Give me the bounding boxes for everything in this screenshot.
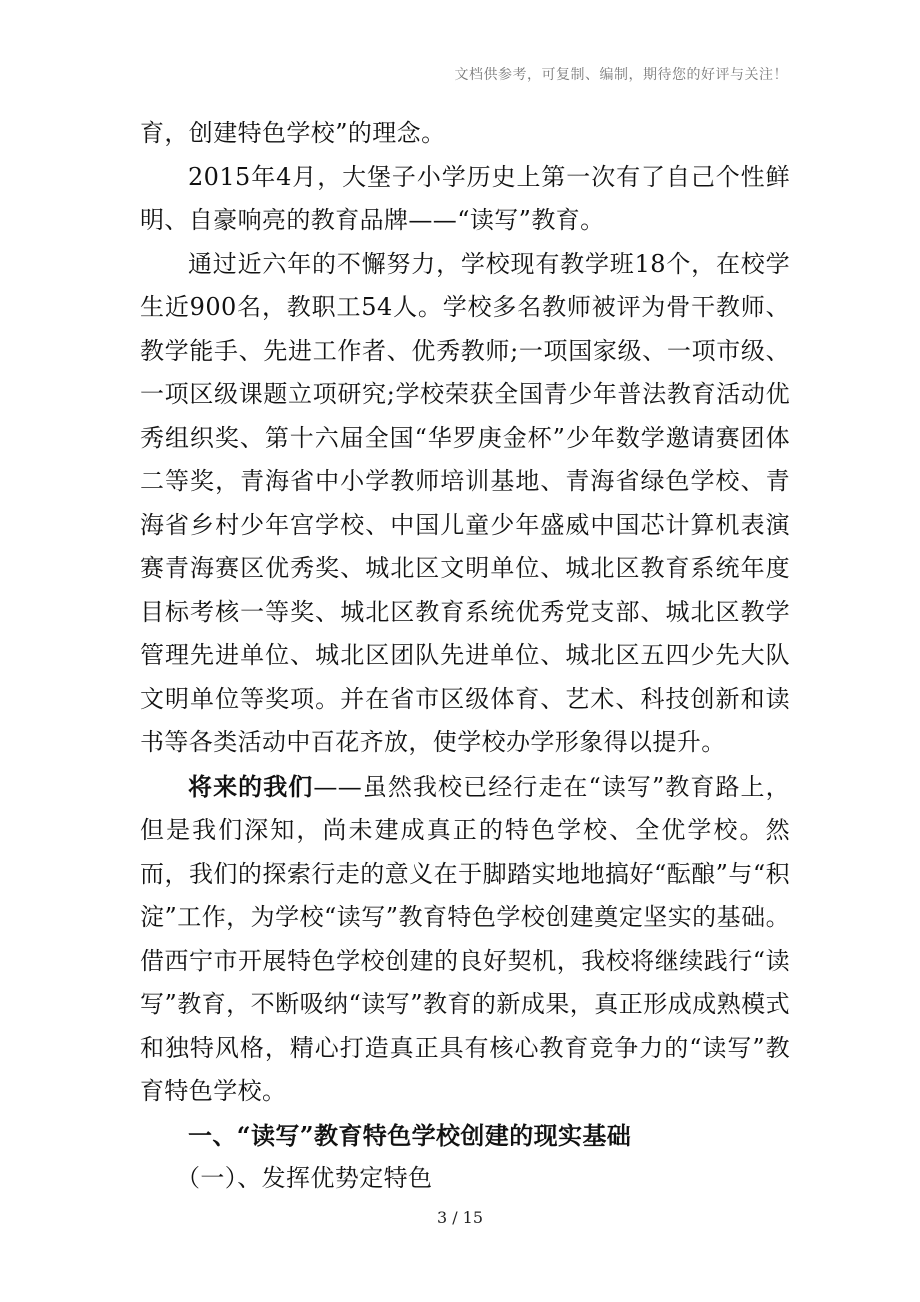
paragraph-future-lead: 将来的我们: [188, 771, 314, 801]
page-number: 3 / 15: [436, 1208, 484, 1227]
section-heading: 一、“读写”教育特色学校创建的现实基础: [188, 1120, 632, 1150]
paragraph-continuation: 育，创建特色学校”的理念。: [140, 119, 446, 147]
paragraph-achievements: 通过近六年的不懈努力，学校现有教学班18个，在校学生近900名，教职工54人。学校多名教师被评为骨干教师、教学能手、先进工作者、优秀教师;一项国家级、一项市级、一项区级课题立项研究;学校荣获全国青少年普法教育活动优秀组织奖、第十六届全国“华罗庚金杯”少年数学邀请赛团体二等奖，青海省中小学教师培训基地、青海省绿色学校、青海省乡村少年宫学校、中国儿童少年盛威中国芯计算机表演赛青海赛区优秀奖、城北区文明单位、城北区教育系统年度目标考核一等奖、城北区教育系统优秀党支部、城北区教学管理先进单位、城北区团队先进单位、城北区五四少先大队文明单位等奖项。并在省市区级体育、艺术、科技创新和读书等各类活动中百花齐放，使学校办学形象得以提升。: [140, 249, 790, 756]
paragraph-future: [140, 765, 790, 1114]
header-note: 文档供参考，可复制、编制，期待您的好评与关注！: [454, 67, 788, 83]
paragraph-brand: 2015年4月，大堡子小学历史上第一次有了自己个性鲜明、自豪响亮的教育品牌——“读写”教育。: [140, 162, 790, 234]
subsection-heading: （一）、发挥优势定特色: [176, 1164, 433, 1192]
paragraph-future-text: ——虽然我校已经行走在“读写”教育路上，但是我们深知，尚未建成真正的特色学校、全优学校。然而，我们的探索行走的意义在于脚踏实地地搞好“酝酿”与“积淀”工作，为学校“读写”教育特色学校创建奠定坚实的基础。借西宁市开展特色学校创建的良好契机，我校将继续践行“读写”教育，不断吸纳“读写”教育的新成果，真正形成成熟模式和独特风格，精心打造真正具有核心教育竞争力的“读写”教育特色学校。: [140, 772, 790, 1105]
document-body: [140, 112, 790, 1201]
